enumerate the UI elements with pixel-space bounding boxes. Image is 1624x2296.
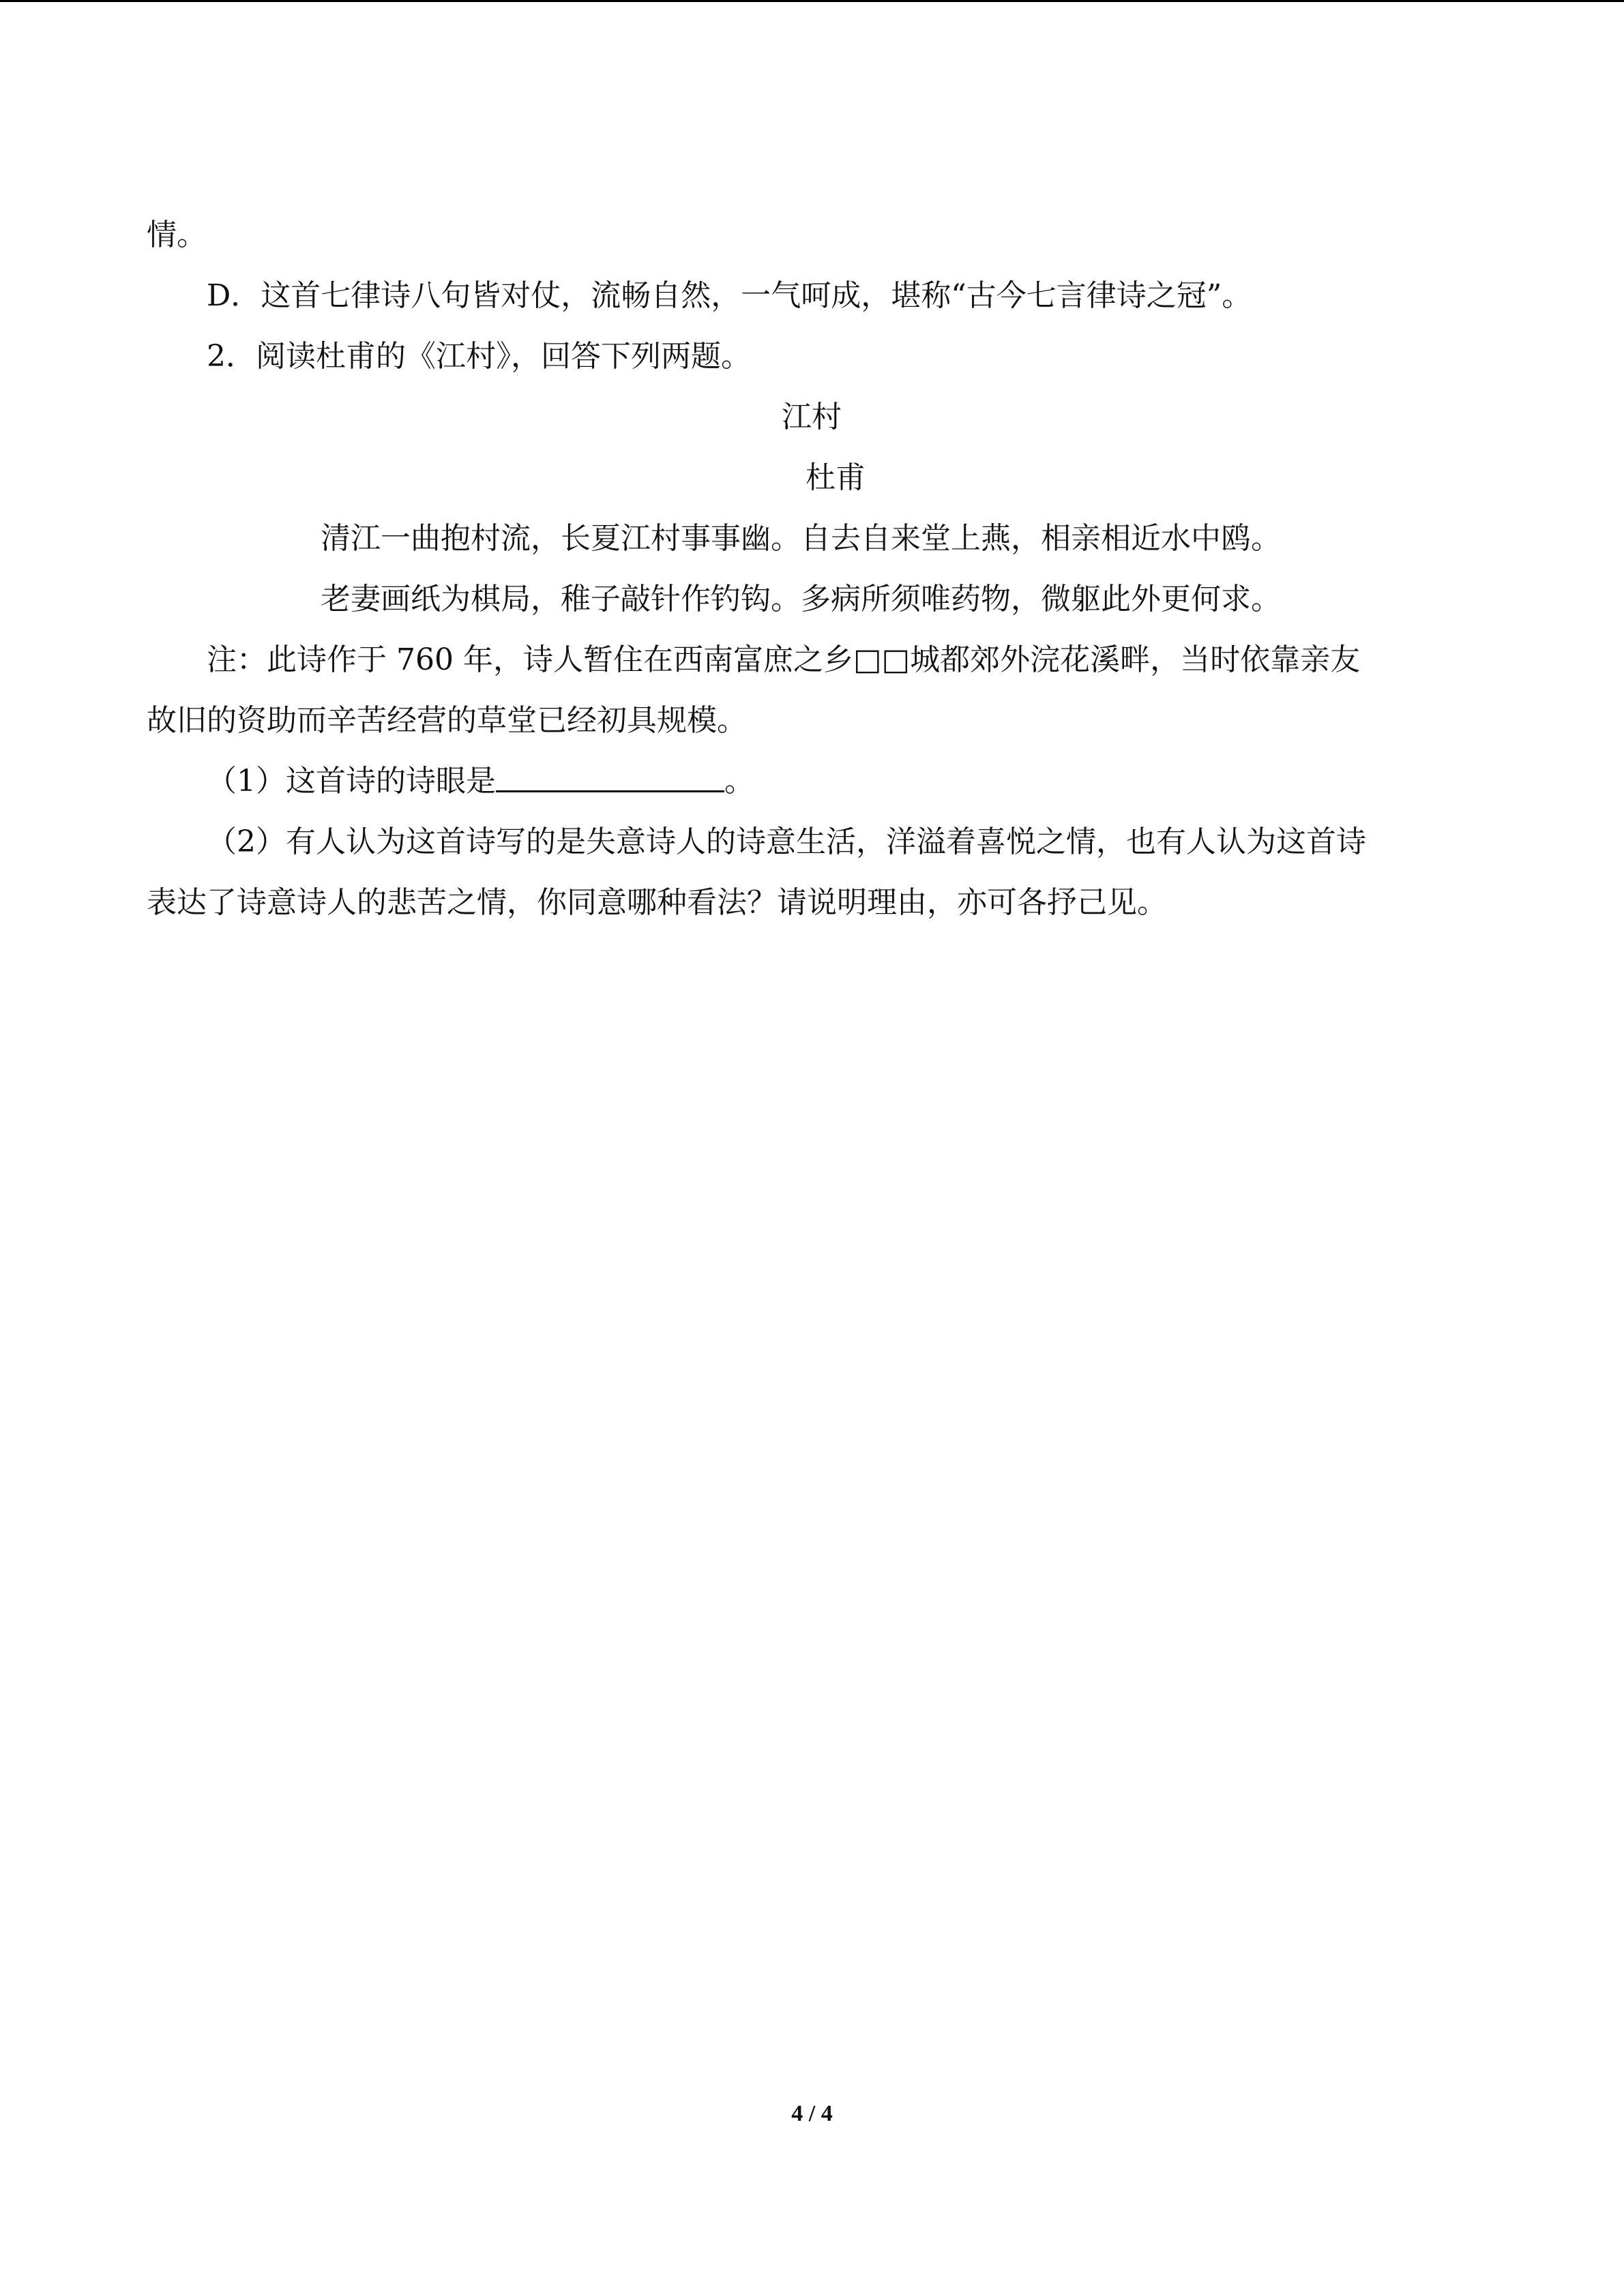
document-page bbox=[147, 205, 1477, 933]
sub-question-2-line-1: （2）有人认为这首诗写的是失意诗人的诗意生活，洋溢着喜悦之情，也有人认为这首诗 bbox=[207, 824, 1366, 859]
poem-line-2: 老妻画纸为棋局，稚子敲针作钓钩。多病所须唯药物，微躯此外更何求。 bbox=[321, 582, 1281, 616]
answer-blank[interactable] bbox=[496, 763, 724, 792]
poem-author: 杜甫 bbox=[806, 460, 866, 495]
poem-line-1: 清江一曲抱村流，长夏江村事事幽。自去自来堂上燕，相亲相近水中鸥。 bbox=[321, 521, 1281, 556]
page-number: 4 / 4 bbox=[791, 2101, 833, 2126]
question-2-heading: 2．阅读杜甫的《江村》，回答下列两题。 bbox=[207, 339, 751, 374]
sub-question-1 bbox=[147, 751, 1477, 811]
sub-question-1-text: （1）这首诗的诗眼是 bbox=[207, 764, 496, 799]
sub-question-2-line-2: 表达了诗意诗人的悲苦之情，你同意哪种看法？请说明理由，亦可各抒己见。 bbox=[147, 885, 1167, 920]
option-d: D．这首七律诗八句皆对仗，流畅自然，一气呵成，堪称“古今七言律诗之冠”。 bbox=[207, 278, 1252, 313]
sub-question-1-end: 。 bbox=[724, 764, 754, 799]
top-border-line bbox=[0, 0, 1624, 2]
continuation-text: 情。 bbox=[147, 218, 207, 252]
poem-title: 江村 bbox=[782, 400, 842, 434]
note-line-1: 注：此诗作于 760 年，诗人暂住在西南富庶之乡□□城都郊外浣花溪畔，当时依靠亲友 bbox=[207, 642, 1361, 677]
note-line-2: 故旧的资助而辛苦经营的草堂已经初具规模。 bbox=[147, 703, 747, 738]
